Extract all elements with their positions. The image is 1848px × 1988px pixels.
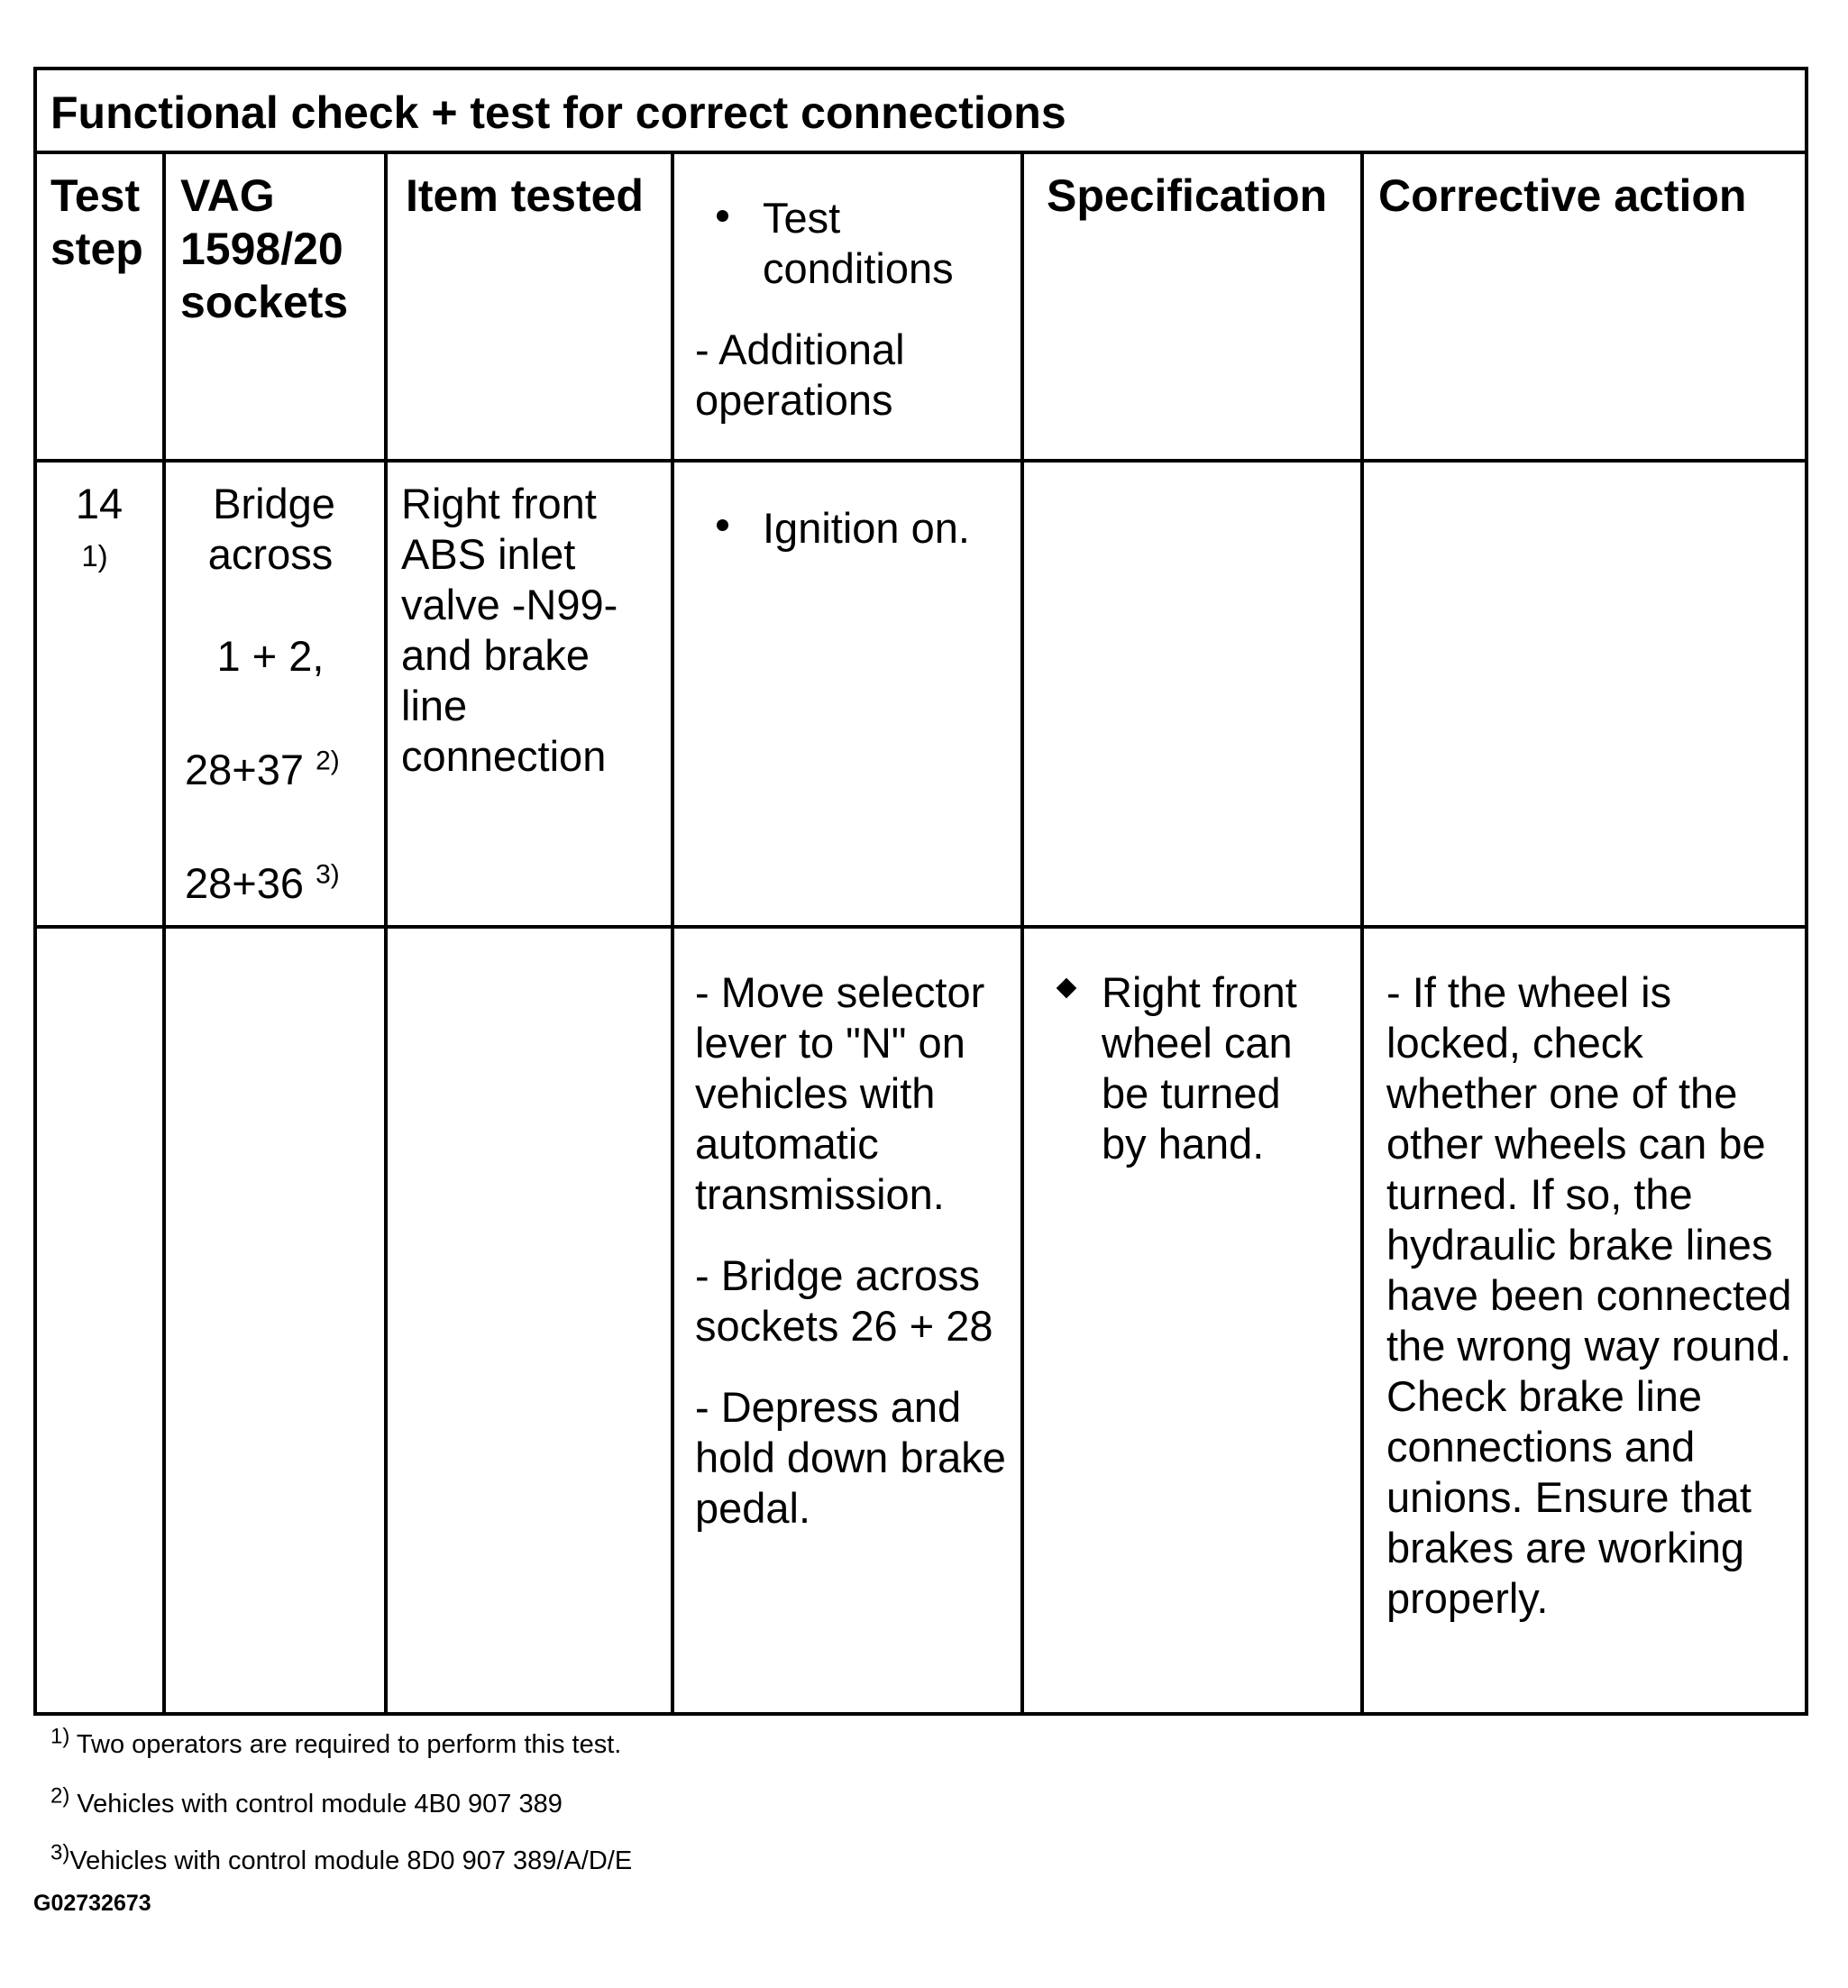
header-additional-operations: - Additional operations (695, 325, 905, 424)
bullet-dot-icon (717, 210, 728, 222)
column-divider (1020, 152, 1024, 1715)
sockets-line-2: across (207, 530, 334, 578)
sockets-pair-3-footnote-mark: 3) (316, 859, 340, 890)
test-step-footnote-mark: 1) (81, 539, 108, 573)
footnote-mark: 3) (50, 1840, 70, 1865)
row-divider (33, 925, 1808, 929)
operation-step: - Move selector lever to "N" on vehicles with automatic transmission. (695, 968, 985, 1218)
operation-step: - Depress and hold down brake pedal. (695, 1383, 1006, 1532)
operation-step: - Bridge across sockets 26 + 28 (695, 1251, 993, 1350)
additional-operations (695, 967, 1011, 1564)
test-step-number: 14 (75, 480, 124, 527)
footnote-text: Vehicles with control module 4B0 907 389 (77, 1790, 563, 1819)
specification-text: Right front wheel can be turned by hand. (1102, 968, 1297, 1168)
sockets-pair-2 (185, 745, 340, 795)
header-divider (33, 459, 1808, 463)
footnote (50, 1840, 633, 1877)
sockets-pair-2-footnote-mark: 2) (316, 746, 340, 776)
header-sockets: VAG 1598/20 sockets (180, 170, 349, 327)
figure-code: G02732673 (33, 1891, 151, 1916)
sockets-pair-3-value: 28+36 (185, 859, 305, 907)
header-test-step: Test step (50, 170, 143, 274)
header-corrective-action: Corrective action (1378, 170, 1747, 221)
sockets-pair-3 (185, 858, 340, 909)
column-divider (162, 152, 166, 1715)
bullet-dot-icon (717, 519, 728, 531)
footnote (50, 1783, 563, 1820)
condition-text: Ignition on. (763, 504, 970, 552)
column-divider (384, 152, 388, 1715)
item-tested-text: Right front ABS inlet valve -N99- and brake line connection (401, 480, 618, 780)
sockets-pair-2-value: 28+37 (185, 746, 305, 793)
column-divider (1360, 152, 1364, 1715)
table-title: Functional check + test for correct connections (50, 87, 1066, 138)
column-divider (671, 152, 674, 1715)
corrective-action-text: - If the wheel is locked, check whether one of the other wheels can be turned. If so, the hydraulic brake lines have been connected the wrong way round. Check brake line connections and unions. Ensure that brakes are working properly. (1386, 968, 1792, 1622)
footnote-text: Two operators are required to perform this test. (76, 1730, 622, 1759)
sockets-line-1: Bridge (213, 480, 335, 527)
sockets-pair-1: 1 + 2, (216, 632, 325, 680)
footnote (50, 1724, 622, 1761)
header-item-tested: Item tested (406, 170, 644, 221)
footnote-mark: 1) (50, 1724, 70, 1749)
footnote-mark: 2) (50, 1783, 70, 1809)
title-divider (33, 151, 1808, 154)
footnote-text: Vehicles with control module 8D0 907 389/A/D/E (69, 1846, 633, 1875)
header-test-conditions: Test conditions (763, 194, 954, 292)
header-specification: Specification (1047, 170, 1328, 221)
